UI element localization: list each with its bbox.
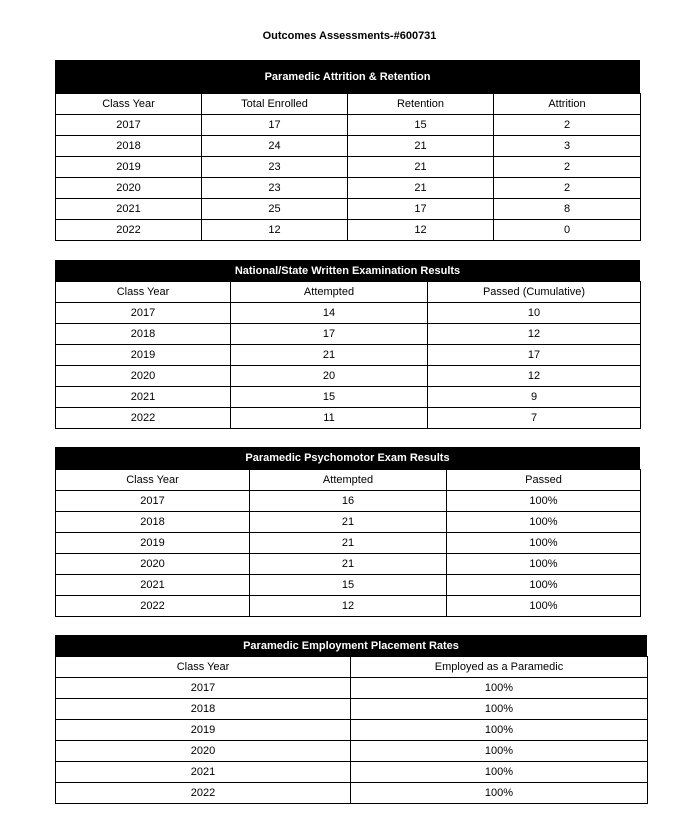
- column-header: Total Enrolled: [202, 94, 348, 115]
- table-row: [56, 345, 641, 366]
- table-cell: 25: [202, 199, 348, 220]
- column-header: Attrition: [494, 94, 641, 115]
- table-cell: 2019: [56, 345, 231, 366]
- table-cell: 2017: [56, 303, 231, 324]
- table-cell: 2022: [56, 408, 231, 429]
- table-cell: 2019: [56, 720, 351, 741]
- table-row: [56, 136, 641, 157]
- column-header: Class Year: [56, 282, 231, 303]
- table-row: [56, 762, 648, 783]
- table-cell: 12: [348, 220, 494, 241]
- table-row: [56, 220, 641, 241]
- table-row: [56, 596, 641, 617]
- table-cell: 100%: [351, 720, 648, 741]
- table-title: National/State Written Examination Results: [55, 260, 640, 281]
- table-title: Paramedic Employment Placement Rates: [55, 635, 647, 656]
- table-row: [56, 199, 641, 220]
- table-cell: 7: [428, 408, 641, 429]
- table-row: [56, 741, 648, 762]
- table-cell: 12: [250, 596, 447, 617]
- table-cell: 23: [202, 178, 348, 199]
- column-header: Class Year: [56, 470, 250, 491]
- column-header: Passed: [447, 470, 641, 491]
- table-cell: 100%: [351, 678, 648, 699]
- table-cell: 21: [250, 554, 447, 575]
- table-cell: 100%: [351, 699, 648, 720]
- table-cell: 8: [494, 199, 641, 220]
- table-cell: 2022: [56, 596, 250, 617]
- table-cell: 21: [231, 345, 428, 366]
- table-cell: 11: [231, 408, 428, 429]
- table-row: [56, 554, 641, 575]
- attrition-retention-table: [55, 93, 641, 241]
- psychomotor-exam-table: [55, 469, 641, 617]
- table-cell: 2020: [56, 366, 231, 387]
- table-cell: 21: [348, 136, 494, 157]
- table-cell: 24: [202, 136, 348, 157]
- table-cell: 2: [494, 178, 641, 199]
- table-cell: 2: [494, 157, 641, 178]
- table-cell: 15: [348, 115, 494, 136]
- written-exam-section: [55, 260, 640, 429]
- header-row: [56, 657, 648, 678]
- table-cell: 15: [250, 575, 447, 596]
- table-cell: 2019: [56, 533, 250, 554]
- table-row: [56, 512, 641, 533]
- table-cell: 17: [428, 345, 641, 366]
- column-header: Class Year: [56, 657, 351, 678]
- table-row: [56, 178, 641, 199]
- table-row: [56, 533, 641, 554]
- table-cell: 100%: [447, 554, 641, 575]
- table-cell: 17: [231, 324, 428, 345]
- table-cell: 100%: [447, 533, 641, 554]
- table-cell: 100%: [351, 762, 648, 783]
- written-exam-table: [55, 281, 641, 429]
- table-cell: 2018: [56, 324, 231, 345]
- table-cell: 10: [428, 303, 641, 324]
- column-header: Retention: [348, 94, 494, 115]
- table-cell: 2017: [56, 491, 250, 512]
- table-cell: 23: [202, 157, 348, 178]
- table-cell: 21: [348, 178, 494, 199]
- attrition-retention-section: [55, 60, 640, 241]
- table-cell: 2021: [56, 199, 202, 220]
- table-cell: 100%: [447, 575, 641, 596]
- table-cell: 9: [428, 387, 641, 408]
- table-cell: 21: [348, 157, 494, 178]
- table-cell: 16: [250, 491, 447, 512]
- header-row: [56, 470, 641, 491]
- table-cell: 2018: [56, 699, 351, 720]
- table-cell: 2021: [56, 387, 231, 408]
- table-cell: 0: [494, 220, 641, 241]
- table-cell: 21: [250, 512, 447, 533]
- table-cell: 100%: [351, 741, 648, 762]
- table-cell: 12: [202, 220, 348, 241]
- table-cell: 3: [494, 136, 641, 157]
- column-header: Passed (Cumulative): [428, 282, 641, 303]
- table-cell: 2019: [56, 157, 202, 178]
- table-row: [56, 324, 641, 345]
- table-cell: 2022: [56, 220, 202, 241]
- page-title: Outcomes Assessments-#600731: [262, 30, 437, 42]
- table-cell: 21: [250, 533, 447, 554]
- column-header: Class Year: [56, 94, 202, 115]
- employment-placement-table: [55, 656, 648, 804]
- table-cell: 2: [494, 115, 641, 136]
- table-title: Paramedic Attrition & Retention: [55, 60, 640, 93]
- table-cell: 100%: [447, 596, 641, 617]
- table-cell: 2021: [56, 575, 250, 596]
- table-cell: 100%: [351, 783, 648, 804]
- table-cell: 20: [231, 366, 428, 387]
- table-cell: 2020: [56, 554, 250, 575]
- employment-placement-section: [55, 635, 647, 804]
- table-cell: 14: [231, 303, 428, 324]
- table-row: [56, 115, 641, 136]
- table-row: [56, 699, 648, 720]
- table-cell: 2022: [56, 783, 351, 804]
- table-row: [56, 678, 648, 699]
- table-row: [56, 783, 648, 804]
- table-row: [56, 720, 648, 741]
- table-row: [56, 366, 641, 387]
- table-cell: 2017: [56, 115, 202, 136]
- column-header: Employed as a Paramedic: [351, 657, 648, 678]
- table-cell: 100%: [447, 512, 641, 533]
- table-cell: 17: [348, 199, 494, 220]
- table-row: [56, 575, 641, 596]
- table-row: [56, 157, 641, 178]
- table-row: [56, 387, 641, 408]
- table-cell: 2018: [56, 136, 202, 157]
- table-cell: 100%: [447, 491, 641, 512]
- table-title: Paramedic Psychomotor Exam Results: [55, 447, 640, 469]
- table-cell: 2020: [56, 178, 202, 199]
- table-cell: 12: [428, 324, 641, 345]
- table-cell: 2018: [56, 512, 250, 533]
- table-row: [56, 408, 641, 429]
- column-header: Attempted: [231, 282, 428, 303]
- table-cell: 17: [202, 115, 348, 136]
- table-row: [56, 303, 641, 324]
- header-row: [56, 282, 641, 303]
- table-cell: 2020: [56, 741, 351, 762]
- column-header: Attempted: [250, 470, 447, 491]
- table-cell: 2021: [56, 762, 351, 783]
- table-cell: 15: [231, 387, 428, 408]
- psychomotor-exam-section: [55, 447, 640, 617]
- table-cell: 2017: [56, 678, 351, 699]
- header-row: [56, 94, 641, 115]
- table-cell: 12: [428, 366, 641, 387]
- table-row: [56, 491, 641, 512]
